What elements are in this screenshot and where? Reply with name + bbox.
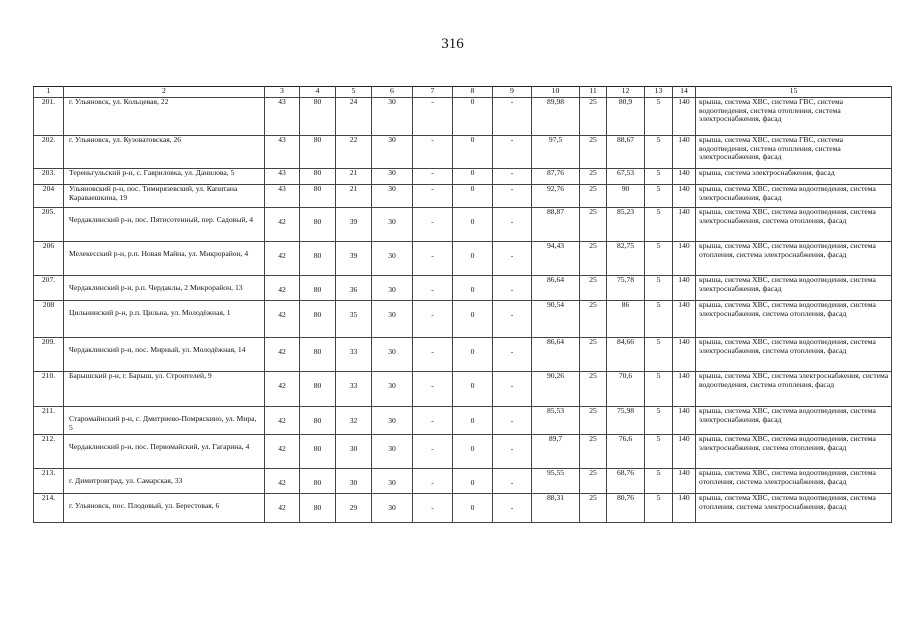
value-cell: 25 <box>580 136 607 169</box>
value-cell: 140 <box>673 372 696 407</box>
value-cell: 42 <box>265 469 300 494</box>
value-cell: - <box>493 242 532 276</box>
value-cell: 90,54 <box>532 301 580 338</box>
value-cell: 80 <box>300 301 336 338</box>
value-cell: 70,6 <box>607 372 645 407</box>
value-cell: 80 <box>300 169 336 185</box>
value-cell: 42 <box>265 494 300 523</box>
value-cell: 42 <box>265 242 300 276</box>
value-cell: 30 <box>372 494 413 523</box>
value-cell: 0 <box>453 494 493 523</box>
value-cell: 140 <box>673 276 696 301</box>
value-cell: 25 <box>580 169 607 185</box>
works-list-cell: крыша, система ХВС, система водоотведения, система электроснабжения, система отопления, фасад <box>696 338 892 372</box>
value-cell: - <box>413 276 453 301</box>
table-row <box>34 301 892 338</box>
value-cell: 80 <box>300 435 336 469</box>
value-cell: 67,53 <box>607 169 645 185</box>
value-cell: 30 <box>372 469 413 494</box>
row-number-cell: 214. <box>34 494 64 523</box>
value-cell: - <box>413 242 453 276</box>
value-cell: - <box>493 435 532 469</box>
table-row <box>34 469 892 494</box>
value-cell: 43 <box>265 185 300 208</box>
address-cell: Цильнинский р-н, р.п. Цильна, ул. Молодёжная, 1 <box>64 301 265 338</box>
works-list-cell: крыша, система ХВС, система водоотведения, система электроснабжения, система отопления, фасад <box>696 435 892 469</box>
value-cell: 88,67 <box>607 136 645 169</box>
column-header: 11 <box>580 87 607 98</box>
works-list-cell: крыша, система ХВС, система водоотведения, система электроснабжения, фасад <box>696 407 892 435</box>
value-cell: 42 <box>265 208 300 242</box>
value-cell: 43 <box>265 98 300 136</box>
value-cell: - <box>493 98 532 136</box>
value-cell: 5 <box>645 301 673 338</box>
value-cell: 25 <box>580 242 607 276</box>
value-cell: - <box>413 494 453 523</box>
value-cell: - <box>413 435 453 469</box>
value-cell: 5 <box>645 435 673 469</box>
registry-table <box>33 86 892 523</box>
row-number-cell: 206 <box>34 242 64 276</box>
value-cell: 5 <box>645 276 673 301</box>
works-list-cell: крыша, система ХВС, система электроснабжения, система водоотведения, система отопления, фасад <box>696 372 892 407</box>
value-cell: 30 <box>372 435 413 469</box>
value-cell: - <box>493 136 532 169</box>
row-number-cell: 212. <box>34 435 64 469</box>
address-cell: Тереньгульский р-н, с. Гавриловка, ул. Данилова, 5 <box>64 169 265 185</box>
value-cell: 25 <box>580 372 607 407</box>
value-cell: - <box>413 185 453 208</box>
value-cell: - <box>413 301 453 338</box>
column-header: 2 <box>64 87 265 98</box>
value-cell: 89,98 <box>532 98 580 136</box>
value-cell: 21 <box>336 169 372 185</box>
value-cell: 0 <box>453 136 493 169</box>
value-cell: 42 <box>265 372 300 407</box>
value-cell: 92,76 <box>532 185 580 208</box>
row-number-cell: 207. <box>34 276 64 301</box>
value-cell: 80 <box>300 242 336 276</box>
column-header: 8 <box>453 87 493 98</box>
value-cell: 30 <box>336 469 372 494</box>
value-cell: 5 <box>645 98 673 136</box>
works-list-cell: крыша, система ХВС, система водоотведения, система отопления, система электроснабжения, фасад <box>696 469 892 494</box>
value-cell: 80 <box>300 276 336 301</box>
value-cell: - <box>413 372 453 407</box>
value-cell: 5 <box>645 469 673 494</box>
value-cell: - <box>413 169 453 185</box>
row-number-cell: 208 <box>34 301 64 338</box>
table-row <box>34 372 892 407</box>
value-cell: 30 <box>372 242 413 276</box>
row-number-cell: 201. <box>34 98 64 136</box>
table-row <box>34 276 892 301</box>
value-cell: 87,76 <box>532 169 580 185</box>
column-header: 9 <box>493 87 532 98</box>
row-number-cell: 209. <box>34 338 64 372</box>
value-cell: 30 <box>372 136 413 169</box>
works-list-cell: крыша, система ХВС, система ГВС, система водоотведения, система отопления, система электроснабжения, фасад <box>696 136 892 169</box>
value-cell: 75,78 <box>607 276 645 301</box>
table-header-row <box>34 87 892 98</box>
value-cell: 29 <box>336 494 372 523</box>
value-cell: 80,9 <box>607 98 645 136</box>
value-cell: 0 <box>453 242 493 276</box>
value-cell: 36 <box>336 276 372 301</box>
value-cell: 30 <box>372 185 413 208</box>
address-cell: Чердаклинский р-н, р.п. Чердаклы, 2 Микрорайон, 13 <box>64 276 265 301</box>
column-header: 14 <box>673 87 696 98</box>
value-cell: 25 <box>580 338 607 372</box>
value-cell: 21 <box>336 185 372 208</box>
value-cell: 25 <box>580 407 607 435</box>
value-cell: 140 <box>673 301 696 338</box>
value-cell: 0 <box>453 435 493 469</box>
value-cell: 0 <box>453 372 493 407</box>
value-cell: 30 <box>336 435 372 469</box>
address-cell: Чердаклинский р-н, пос. Мирный, ул. Молодёжная, 14 <box>64 338 265 372</box>
value-cell: 140 <box>673 185 696 208</box>
table-body <box>34 87 892 523</box>
value-cell: 42 <box>265 407 300 435</box>
value-cell: 5 <box>645 242 673 276</box>
table-row <box>34 136 892 169</box>
value-cell: 30 <box>372 407 413 435</box>
value-cell: 0 <box>453 185 493 208</box>
column-header: 1 <box>34 87 64 98</box>
value-cell: 68,76 <box>607 469 645 494</box>
value-cell: - <box>413 208 453 242</box>
address-cell: г. Ульяновск, ул. Кольцевая, 22 <box>64 98 265 136</box>
value-cell: - <box>493 494 532 523</box>
value-cell: 80 <box>300 136 336 169</box>
works-list-cell: крыша, система ХВС, система водоотведения, система отопления, система электроснабжения, фасад <box>696 494 892 523</box>
value-cell: 140 <box>673 169 696 185</box>
page-number: 316 <box>441 36 464 52</box>
column-header: 12 <box>607 87 645 98</box>
row-number-cell: 202. <box>34 136 64 169</box>
value-cell: 25 <box>580 494 607 523</box>
column-header: 5 <box>336 87 372 98</box>
value-cell: - <box>413 407 453 435</box>
value-cell: - <box>493 169 532 185</box>
value-cell: - <box>413 469 453 494</box>
column-header: 3 <box>265 87 300 98</box>
value-cell: 85,53 <box>532 407 580 435</box>
value-cell: - <box>413 338 453 372</box>
value-cell: 42 <box>265 301 300 338</box>
address-cell: Ульяновский р-н, пос. Тимирязевский, ул. Капитана Караваешкина, 19 <box>64 185 265 208</box>
value-cell: 80 <box>300 98 336 136</box>
row-number-cell: 211. <box>34 407 64 435</box>
value-cell: 80 <box>300 407 336 435</box>
row-number-cell: 204 <box>34 185 64 208</box>
value-cell: 42 <box>265 435 300 469</box>
value-cell: 140 <box>673 208 696 242</box>
value-cell: 33 <box>336 338 372 372</box>
works-list-cell: крыша, система ХВС, система водоотведения, система электроснабжения, фасад <box>696 185 892 208</box>
value-cell: 35 <box>336 301 372 338</box>
value-cell: 30 <box>372 98 413 136</box>
address-cell: Чердаклинский р-н, пос. Пятисотенный, пер. Садовый, 4 <box>64 208 265 242</box>
value-cell: 42 <box>265 276 300 301</box>
value-cell: 39 <box>336 208 372 242</box>
value-cell: 5 <box>645 208 673 242</box>
value-cell: 0 <box>453 276 493 301</box>
column-header: 15 <box>696 87 892 98</box>
value-cell: 42 <box>265 338 300 372</box>
value-cell: 0 <box>453 338 493 372</box>
value-cell: 5 <box>645 136 673 169</box>
value-cell: 24 <box>336 98 372 136</box>
value-cell: - <box>493 276 532 301</box>
row-number-cell: 213. <box>34 469 64 494</box>
value-cell: - <box>493 407 532 435</box>
value-cell: - <box>493 372 532 407</box>
works-list-cell: крыша, система электроснабжения, фасад <box>696 169 892 185</box>
row-number-cell: 203. <box>34 169 64 185</box>
address-cell: г. Ульяновск, ул. Кузоватовская, 26 <box>64 136 265 169</box>
value-cell: 25 <box>580 276 607 301</box>
value-cell: 0 <box>453 301 493 338</box>
value-cell: 80,76 <box>607 494 645 523</box>
works-list-cell: крыша, система ХВС, система водоотведения, система электроснабжения, фасад <box>696 276 892 301</box>
value-cell: 88,31 <box>532 494 580 523</box>
value-cell: 140 <box>673 435 696 469</box>
value-cell: 30 <box>372 372 413 407</box>
value-cell: 25 <box>580 469 607 494</box>
works-list-cell: крыша, система ХВС, система водоотведения, система отопления, система электроснабжения, фасад <box>696 242 892 276</box>
value-cell: 5 <box>645 407 673 435</box>
value-cell: 25 <box>580 98 607 136</box>
value-cell: - <box>493 301 532 338</box>
address-cell: Старомайнский р-н, с. Дмитриево-Помряскино, ул. Мира, 5 <box>64 407 265 435</box>
value-cell: 0 <box>453 469 493 494</box>
value-cell: 140 <box>673 494 696 523</box>
value-cell: 140 <box>673 98 696 136</box>
address-cell: Чердаклинский р-н, пос. Первомайский, ул. Гагарина, 4 <box>64 435 265 469</box>
value-cell: 25 <box>580 185 607 208</box>
address-cell: г. Димитровград, ул. Самарская, 33 <box>64 469 265 494</box>
value-cell: 30 <box>372 208 413 242</box>
table-row <box>34 185 892 208</box>
works-list-cell: крыша, система ХВС, система водоотведения, система электроснабжения, система отопления, фасад <box>696 301 892 338</box>
value-cell: 0 <box>453 407 493 435</box>
value-cell: 0 <box>453 98 493 136</box>
value-cell: - <box>493 208 532 242</box>
value-cell: 80 <box>300 494 336 523</box>
value-cell: 39 <box>336 242 372 276</box>
table-row <box>34 98 892 136</box>
works-list-cell: крыша, система ХВС, система водоотведения, система электроснабжения, система отопления, фасад <box>696 208 892 242</box>
value-cell: 80 <box>300 469 336 494</box>
value-cell: 84,66 <box>607 338 645 372</box>
value-cell: 80 <box>300 185 336 208</box>
column-header: 13 <box>645 87 673 98</box>
value-cell: 5 <box>645 169 673 185</box>
value-cell: 90,26 <box>532 372 580 407</box>
row-number-cell: 205. <box>34 208 64 242</box>
value-cell: 94,43 <box>532 242 580 276</box>
address-cell: г. Ульяновск, пос. Плодовый, ул. Берестовая, 6 <box>64 494 265 523</box>
value-cell: 95,55 <box>532 469 580 494</box>
table-row <box>34 169 892 185</box>
value-cell: 80 <box>300 338 336 372</box>
table-row <box>34 242 892 276</box>
value-cell: 75,98 <box>607 407 645 435</box>
value-cell: 80 <box>300 372 336 407</box>
column-header: 4 <box>300 87 336 98</box>
column-header: 6 <box>372 87 413 98</box>
value-cell: 85,23 <box>607 208 645 242</box>
value-cell: 0 <box>453 169 493 185</box>
value-cell: 140 <box>673 469 696 494</box>
table-row <box>34 338 892 372</box>
value-cell: 88,87 <box>532 208 580 242</box>
row-number-cell: 210. <box>34 372 64 407</box>
value-cell: 25 <box>580 301 607 338</box>
value-cell: 43 <box>265 136 300 169</box>
table-row <box>34 494 892 523</box>
value-cell: 140 <box>673 242 696 276</box>
value-cell: 25 <box>580 435 607 469</box>
value-cell: 30 <box>372 169 413 185</box>
address-cell: Мелекесский р-н, р.п. Новая Майна, ул. Микрорайон, 4 <box>64 242 265 276</box>
value-cell: 86 <box>607 301 645 338</box>
value-cell: 22 <box>336 136 372 169</box>
value-cell: 90 <box>607 185 645 208</box>
value-cell: 80 <box>300 208 336 242</box>
column-header: 10 <box>532 87 580 98</box>
value-cell: 30 <box>372 276 413 301</box>
value-cell: 43 <box>265 169 300 185</box>
value-cell: 140 <box>673 136 696 169</box>
value-cell: - <box>493 185 532 208</box>
value-cell: 140 <box>673 407 696 435</box>
value-cell: 25 <box>580 208 607 242</box>
column-header: 7 <box>413 87 453 98</box>
value-cell: 5 <box>645 372 673 407</box>
value-cell: - <box>493 338 532 372</box>
value-cell: 140 <box>673 338 696 372</box>
value-cell: - <box>413 98 453 136</box>
table-row <box>34 407 892 435</box>
value-cell: 86,64 <box>532 338 580 372</box>
value-cell: 76,6 <box>607 435 645 469</box>
value-cell: 30 <box>372 338 413 372</box>
value-cell: 97,5 <box>532 136 580 169</box>
value-cell: 5 <box>645 338 673 372</box>
value-cell: 32 <box>336 407 372 435</box>
value-cell: 89,7 <box>532 435 580 469</box>
value-cell: 5 <box>645 185 673 208</box>
address-cell: Барышский р-н, г. Барыш, ул. Строителей, 9 <box>64 372 265 407</box>
value-cell: 0 <box>453 208 493 242</box>
value-cell: 5 <box>645 494 673 523</box>
value-cell: 82,75 <box>607 242 645 276</box>
value-cell: - <box>493 469 532 494</box>
table-row <box>34 435 892 469</box>
value-cell: 86,64 <box>532 276 580 301</box>
value-cell: 33 <box>336 372 372 407</box>
value-cell: 30 <box>372 301 413 338</box>
table-row <box>34 208 892 242</box>
value-cell: - <box>413 136 453 169</box>
works-list-cell: крыша, система ХВС, система ГВС, система водоотведения, система отопления, система электроснабжения, фасад <box>696 98 892 136</box>
